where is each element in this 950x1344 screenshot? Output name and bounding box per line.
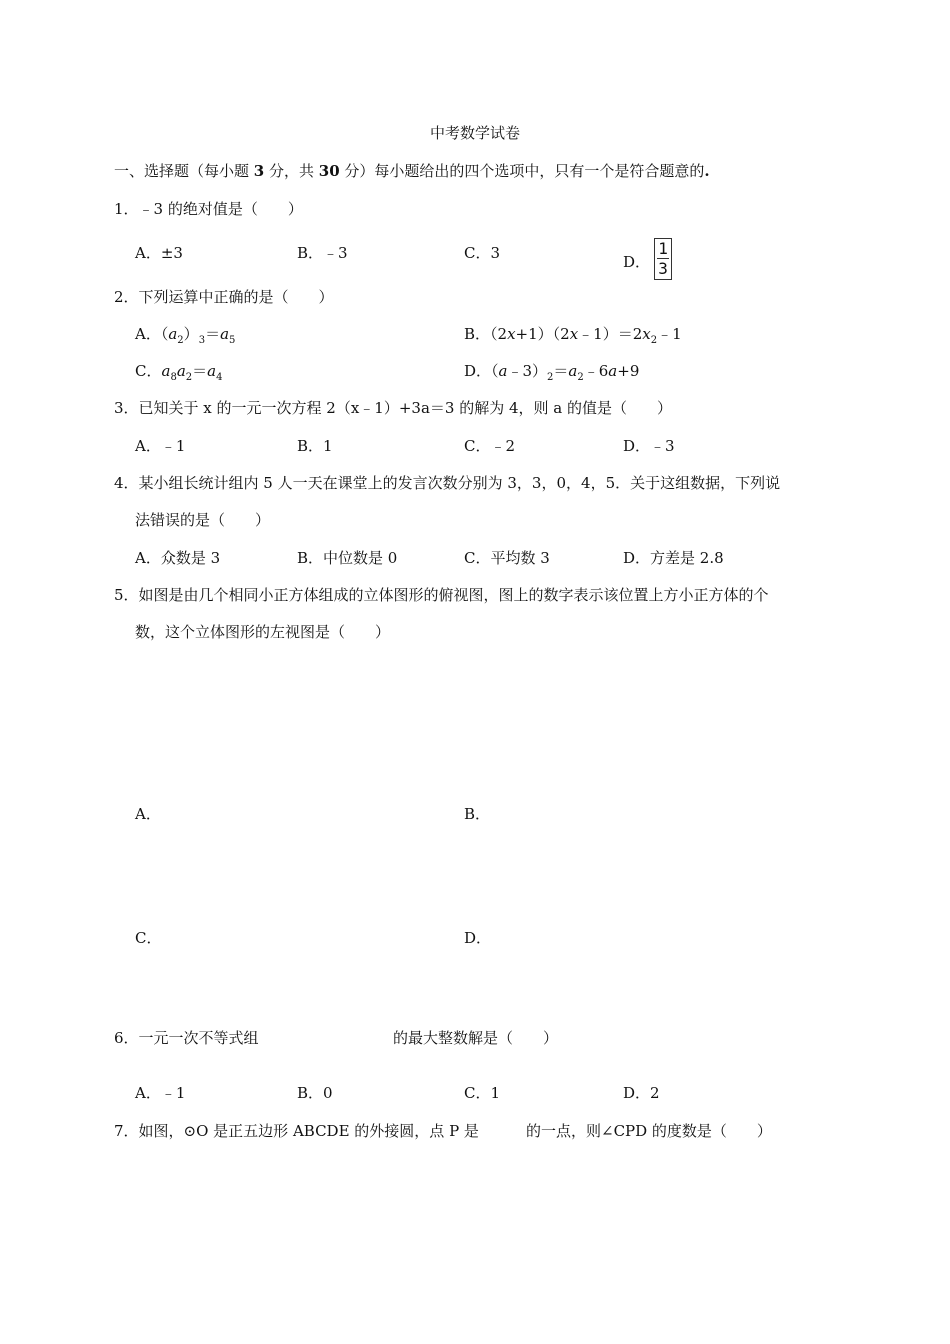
q3-option-a[interactable]: A．﹣1	[135, 437, 186, 455]
q3-option-b[interactable]: B．1	[297, 437, 333, 455]
q1-option-d-label: D．	[623, 253, 651, 271]
q1-option-b[interactable]: B．﹣3	[297, 244, 348, 262]
q4-stem-line1: 4．某小组长统计组内 5 人一天在课堂上的发言次数分别为 3，3，0，4，5．关于这组数据，下列说	[114, 474, 781, 492]
q1-stem: 1．﹣3 的绝对值是（ ）	[114, 200, 303, 218]
page-title: 中考数学试卷	[429, 124, 520, 142]
q5-option-b[interactable]: B．	[464, 805, 491, 823]
q7-stem-part1: 7．如图，⊙O 是正五边形 ABCDE 的外接圆，点 P 是	[114, 1122, 479, 1140]
q6-option-c[interactable]: C．1	[464, 1084, 501, 1102]
q6-option-d[interactable]: D．2	[623, 1084, 660, 1102]
q2-option-a[interactable]: A．$(a_2)_3=a_5$	[135, 325, 236, 346]
q5-option-a[interactable]: A．	[135, 805, 161, 823]
section-text-3: 分）每小题给出的四个选项中，只有一个是符合题意的	[339, 162, 705, 180]
q5-stem-line1: 5．如图是由几个相同小正方体组成的立体图形的俯视图，图上的数字表示该位置上方小正方体的个	[114, 586, 769, 604]
section-heading	[114, 160, 710, 181]
q5-option-c[interactable]: C．	[135, 929, 162, 947]
section-text-2: 分，共	[264, 162, 319, 180]
q2-stem: 2．下列运算中正确的是（ ）	[114, 288, 334, 306]
q3-stem: 3．已知关于 x 的一元一次方程 2（x﹣1）+3a＝3 的解为 4，则 a 的值是（ ）	[114, 399, 673, 417]
fraction-numerator: 1	[658, 239, 668, 258]
q5-option-d[interactable]: D．	[464, 929, 492, 947]
q2-option-d[interactable]: D．$(a﹣3)_2=a_2﹣6a+9$	[464, 362, 640, 383]
section-period: .	[704, 162, 710, 180]
q1-option-a[interactable]: A．±3	[135, 244, 183, 262]
q3-option-d[interactable]: D．﹣3	[623, 437, 675, 455]
fraction-image	[654, 238, 672, 280]
q2-option-c[interactable]: C．$a_8a_2=a_4$	[135, 362, 223, 383]
q6-option-a[interactable]: A．﹣1	[135, 1084, 186, 1102]
q4-option-b[interactable]: B．中位数是 0	[297, 549, 398, 567]
q1-option-c[interactable]: C．3	[464, 244, 501, 262]
q4-stem-line2: 法错误的是（ ）	[135, 511, 271, 529]
q5-stem-line2: 数，这个立体图形的左视图是（ ）	[135, 623, 391, 641]
q2-option-b[interactable]: B．$(2x+1)(2x﹣1)=2x_2﹣1$	[464, 325, 682, 346]
section-total-points: 30	[318, 162, 340, 180]
q6-option-b[interactable]: B．0	[297, 1084, 333, 1102]
q3-option-c[interactable]: C．﹣2	[464, 437, 516, 455]
q4-option-a[interactable]: A．众数是 3	[135, 549, 221, 567]
q1-option-d[interactable]	[623, 239, 672, 284]
q7-stem-part2: 的一点，则∠CPD 的度数是（ ）	[526, 1122, 772, 1140]
q6-stem-part2: 的最大整数解是（ ）	[393, 1029, 559, 1047]
fraction-denominator: 3	[658, 259, 668, 278]
section-points-per-question: 3	[253, 162, 265, 180]
q6-stem-part1: 6．一元一次不等式组	[114, 1029, 259, 1047]
q4-option-d[interactable]: D．方差是 2.8	[623, 549, 724, 567]
section-text-1: 一、选择题（每小题	[114, 162, 254, 180]
q4-option-c[interactable]: C．平均数 3	[464, 549, 550, 567]
